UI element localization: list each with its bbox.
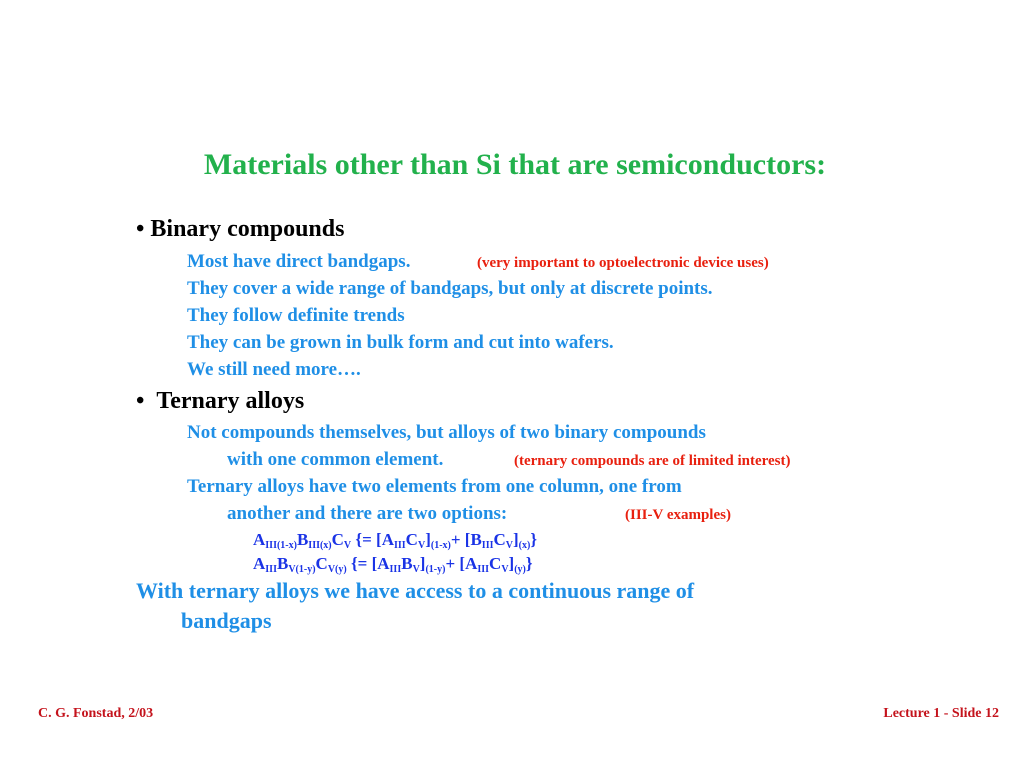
formula-subscript: (1-y): [425, 564, 446, 575]
formula-text: C: [331, 530, 344, 549]
formula-text: B: [296, 530, 309, 549]
formula-text: ]: [425, 530, 431, 549]
formula-subscript: III: [481, 540, 494, 551]
formula-subscript: (1-x): [430, 540, 451, 551]
bullet-binary-compounds: [136, 216, 344, 243]
note-limited-interest: (ternary compounds are of limited interest): [514, 453, 791, 469]
formula-text: C: [315, 554, 328, 573]
formula-text: C: [489, 554, 502, 573]
formula-text: B: [401, 554, 413, 573]
formula-text: B: [276, 554, 289, 573]
footer-author-date: C. G. Fonstad, 2/03: [38, 706, 154, 721]
bullet-ternary-alloys: [136, 388, 304, 415]
formula-expression: [253, 554, 533, 573]
conclusion-line-1: With ternary alloys we have access to a continuous range of: [136, 578, 695, 603]
formula-text: C: [405, 530, 418, 549]
formula-text: A: [253, 554, 266, 573]
formula-subscript: V: [412, 564, 420, 575]
formula-text: C: [493, 530, 506, 549]
formula-subscript: (x): [518, 540, 531, 551]
formula-subscript: V: [343, 540, 352, 551]
note-iii-v-examples: (III-V examples): [625, 507, 731, 523]
formula-subscript: V(1-y): [288, 564, 316, 575]
formula-text: ]: [508, 554, 515, 573]
binary-line-trends: They follow definite trends: [187, 305, 405, 326]
formula-abc-1: [253, 530, 537, 551]
formula-text: {= [A: [351, 530, 394, 549]
ternary-line-common-element: with one common element.: [227, 449, 444, 470]
formula-subscript: III(x): [308, 540, 332, 551]
formula-subscript: III: [389, 564, 402, 575]
formula-text: A: [253, 530, 266, 549]
bullet-heading: Binary compounds: [150, 216, 345, 242]
formula-abc-2: [253, 554, 533, 575]
slide-title: Materials other than Si that are semiconductors:: [203, 148, 827, 181]
bullet-heading: Ternary alloys: [156, 388, 305, 414]
binary-line-bulk-form: They can be grown in bulk form and cut into wafers.: [187, 332, 614, 353]
binary-line-wide-range: They cover a wide range of bandgaps, but only at discrete points.: [187, 278, 713, 299]
formula-subscript: V(y): [327, 564, 347, 575]
formula-text: ]: [419, 554, 426, 573]
conclusion-line-2: bandgaps: [181, 608, 272, 633]
line-text: Most have direct bandgaps.: [187, 251, 411, 272]
binary-line-direct-bandgaps: [187, 251, 410, 273]
formula-subscript: (y): [514, 564, 526, 575]
binary-line-need-more: We still need more….: [187, 359, 361, 380]
formula-subscript: V: [505, 540, 513, 551]
formula-text: }: [530, 530, 538, 549]
note-optoelectronic: (very important to optoelectronic device uses): [477, 255, 769, 271]
ternary-line-not-compounds: Not compounds themselves, but alloys of two binary compounds: [187, 422, 706, 443]
formula-subscript: V: [417, 540, 426, 551]
formula-text: }: [525, 554, 533, 573]
formula-text: + [A: [445, 554, 478, 573]
formula-subscript: III(1-x): [265, 540, 297, 551]
formula-subscript: III: [265, 564, 277, 575]
ternary-line-two-options: another and there are two options:: [227, 503, 508, 524]
formula-subscript: III: [477, 564, 490, 575]
bullet-marker: •: [136, 216, 145, 242]
footer-slide-number: Lecture 1 - Slide 12: [883, 706, 999, 721]
bullet-marker: •: [136, 388, 145, 414]
formula-text: ]: [513, 530, 519, 549]
formula-expression: [253, 530, 537, 549]
formula-subscript: V: [501, 564, 509, 575]
formula-text: {= [A: [346, 554, 390, 573]
formula-text: + [B: [450, 530, 482, 549]
formula-subscript: III: [393, 540, 406, 551]
ternary-line-two-elements: Ternary alloys have two elements from one column, one from: [187, 476, 682, 497]
